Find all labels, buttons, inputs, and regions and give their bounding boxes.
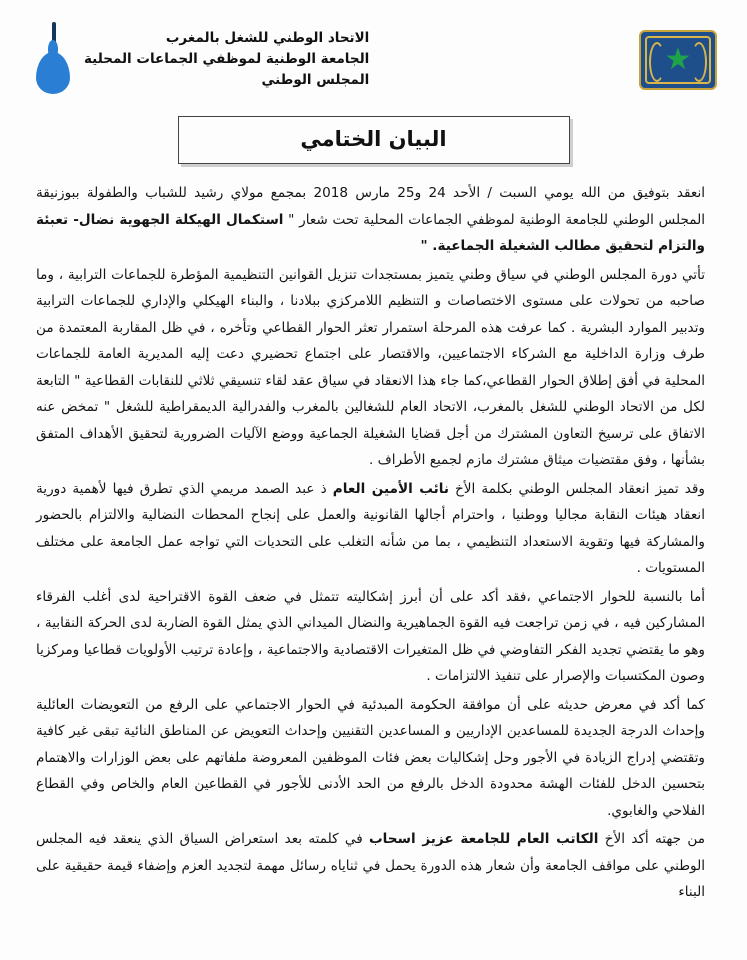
water-drop-logo-icon <box>26 22 72 100</box>
org-line-3: المجلس الوطني <box>261 71 370 88</box>
body-paragraph <box>36 692 705 825</box>
body-paragraph <box>36 826 705 906</box>
emblem-star-icon: ★ <box>664 42 692 77</box>
national-union-emblem-icon <box>639 30 717 90</box>
paragraph-text: ذ عبد الصمد مريمي الذي تطرق فيها لأهمية دورية انعقاد هيئات النقابة مجاليا ووطنيا ، واحترام أجالها القانونية والعمل على إنجاح المحطات النضالية والالتزام بالحضور والمشاركة فيها وتقوية الاستعداد التنظيمي ، بما من شأنه التغلب على التحديات التي تواجه عمل الجامعة على مختلف المستويات . <box>36 480 705 576</box>
document-header <box>0 0 747 112</box>
document-title-wrap <box>0 116 747 164</box>
emphasized-text: الكاتب العام للجامعة عزيز اسحاب <box>369 831 599 847</box>
header-organization-block <box>26 22 369 100</box>
paragraph-text: كما أكد في معرض حديثه على أن موافقة الحكومة المبدئية في الحوار الاجتماعي على الرفع من التعويضات العائلية وإحداث الدرجة الجديدة للمساعدين الإداريين و المساعدين التقنيين وإحداث التعويض عن المناطق النائية تبقى غير كافية وتقتضي إدراج الزيادة في الأجور وحل إشكاليات بعض فئات الموظفين المعروضة ملفاتهم على بعض الوزارات والاهتمام بتحسين الدخل للفئات الهشة محدودة الدخل بالرفع من الحد الأدنى للأجور في القطاعين العام والخاص وفي القطاع الفلاحي والغابوي. <box>36 696 705 819</box>
paragraph-text: في كلمته بعد استعراض السياق الذي ينعقد فيه المجلس الوطني على مواقف الجامعة وأن شعار هذه الدورة يحمل في ثناياه رسائل مهمة لتجديد العزم وإضفاء قيمة حقيقية على البناء <box>36 831 705 900</box>
document-title-box <box>178 116 570 164</box>
paragraph-text: من جهته أكد الأخ <box>598 831 705 847</box>
emphasized-text: استكمال الهيكلة الجهوية نضال- تعبئة والتزام لتحقيق مطالب الشغيلة الجماعية. " <box>36 211 705 254</box>
paragraph-text: انعقد بتوفيق من الله يومي السبت / الأحد 24 و25 مارس 2018 بمجمع مولاي رشيد للشباب والطفولة ببوزنيقة المجلس الوطني للجامعة الوطنية لموظفي الجماعات المحلية تحت شعار " <box>36 185 706 228</box>
body-paragraph <box>36 476 705 582</box>
body-paragraph <box>36 180 705 260</box>
emphasized-text: نائب الأمين العام <box>332 480 449 497</box>
org-line-1: الاتحاد الوطني للشغل بالمغرب <box>165 30 370 46</box>
paragraph-text: تأتي دورة المجلس الوطني في سياق وطني يتميز بمستجدات تنزيل القوانين التنظيمية المؤطرة للجماعات الترابية ، وما صاحبه من تحولات على مستوى الاختصاصات و التنظيم اللامركزي ببلادنا ، والبناء الهيكلي والإداري للجماعات الترابية وتدبير الموارد البشرية . كما عرفت هذه المرحلة استمرار تعثر الحوار القطاعي وتأخره ، في ظل المقاربة المعتمدة من طرف وزارة الداخلية مع الشركاء الاجتماعيين، والاقتصار على اجتماع تحضيري دعت إليه المديرية العامة للجماعات المحلية في أفق إطلاق الحوار القطاعي،كما جاء هذا الانعقاد في سياق عقد لقاء تنسيقي ثلاثي للنقابات القطاعية " التابعة لكل من الاتحاد الوطني للشغل بالمغرب، الاتحاد العام للشغالين بالمغرب والفدرالية الديمقراطية للشغل " تمخض عنه الاتفاق على ترسيخ التعاون المشترك من أجل قضايا الشغيلة الجماعية ووضع الآليات الضرورية لتحقيق الأهداف المتفق بشأنها ، وفق مقتضيات ميثاق مشترك مازم لجميع الأطراف . <box>36 266 705 468</box>
body-paragraph <box>36 262 705 474</box>
logo-drop <box>36 52 70 94</box>
body-paragraph <box>36 584 705 690</box>
page-title: البيان الختامي <box>300 127 447 151</box>
paragraph-text: وقد تميز انعقاد المجلس الوطني بكلمة الأخ <box>448 480 705 497</box>
org-line-2: الجامعة الوطنية لموظفي الجماعات المحلية <box>84 50 370 67</box>
document-body <box>0 164 747 906</box>
organization-titles <box>84 22 369 91</box>
paragraph-text: أما بالنسبة للحوار الاجتماعي ،فقد أكد على أن أبرز إشكاليته تتمثل في ضعف القوة الاقتراحية لدى أغلب الفرقاء المشاركين فيه ، في زمن تراجعت فيه القوة الجماهيرية والنضال الميداني الذي يمثل القوة الضاربة لدى الحركة النقابية ، وهو ما يقتضي تجديد الفكر التفاوضي في ظل المتغيرات الاقتصادية والاجتماعية ، وإعادة ترتيب الأولويات قطاعيا ومركزيا وصون المكتسبات والإصرار على تنفيذ الالتزامات . <box>36 588 705 684</box>
emblem-wreath-right <box>691 42 707 82</box>
emblem-wreath-left <box>649 42 665 82</box>
